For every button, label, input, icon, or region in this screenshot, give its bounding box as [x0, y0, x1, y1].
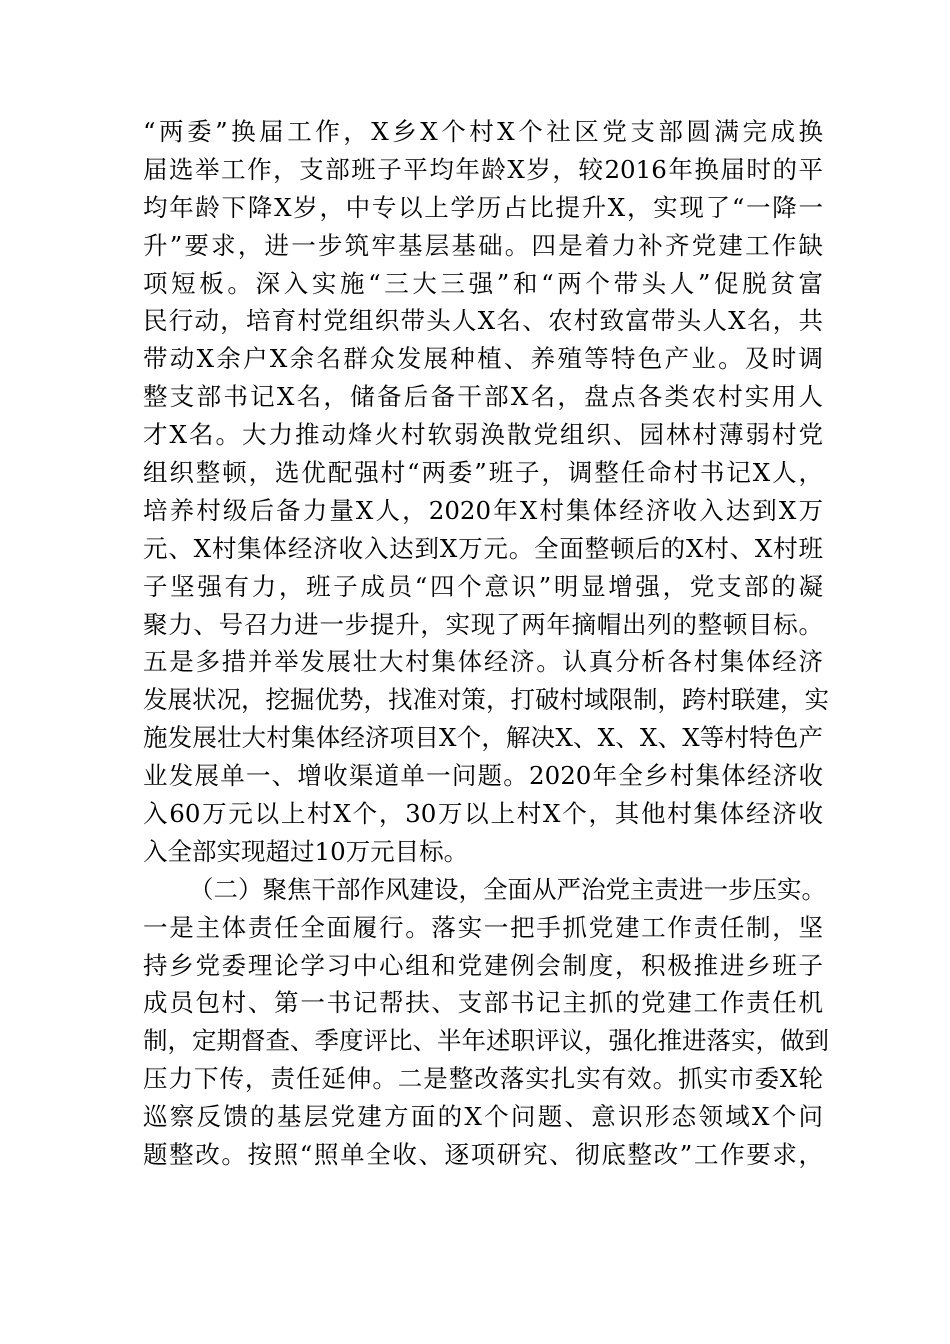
- text-line: 组织整顿，选优配强村“两委”班子，调整任命村书记X人，: [143, 458, 823, 488]
- text-line: 一是主体责任全面履行。落实一把手抓党建工作责任制，坚: [143, 912, 823, 942]
- text-line: 培养村级后备力量X人，2020年X村集体经济收入达到X万: [143, 495, 823, 525]
- section-heading-line: （二）聚焦干部作风建设，全面从严治党主责进一步压实。: [189, 874, 826, 904]
- text-line: 届选举工作，支部班子平均年龄X岁，较2016年换届时的平: [143, 154, 823, 184]
- text-line: 带动X余户X余名群众发展种植、养殖等特色产业。及时调: [143, 344, 823, 374]
- text-line: “两委”换届工作，X乡X个村X个社区党支部圆满完成换: [143, 117, 823, 146]
- text-line: 发展状况，挖掘优势，找准对策，打破村域限制，跨村联建，实: [143, 685, 829, 715]
- text-line: 均年龄下降X岁，中专以上学历占比提升X，实现了“一降一: [143, 192, 823, 222]
- paragraph-end-line: 入全部实现超过10万元目标。: [143, 836, 469, 866]
- text-line: 升”要求，进一步筑牢基层基础。四是着力补齐党建工作缺: [143, 230, 823, 260]
- text-line: 入60万元以上村X个，30万以上村X个，其他村集体经济收: [143, 799, 823, 829]
- text-line: 才X名。大力推动烽火村软弱涣散党组织、园林村薄弱村党: [143, 420, 823, 450]
- body-text: [143, 113, 829, 1174]
- text-line: 子坚强有力，班子成员“四个意识”明显增强，党支部的凝: [143, 571, 823, 601]
- text-line: 施发展壮大村集体经济项目X个，解决X、X、X、X等村特色产: [143, 723, 823, 753]
- text-line: 持乡党委理论学习中心组和党建例会制度，积极推进乡班子: [143, 950, 823, 980]
- text-line: 五是多措并举发展壮大村集体经济。认真分析各村集体经济: [143, 647, 823, 677]
- text-line: 项短板。深入实施“三大三强”和“两个带头人”促脱贫富: [143, 268, 823, 298]
- text-line: 巡察反馈的基层党建方面的X个问题、意识形态领域X个问: [143, 1102, 823, 1132]
- text-line: 制，定期督查、季度评比、半年述职评议，强化推进落实，做到: [143, 1026, 829, 1056]
- text-line: 压力下传，责任延伸。二是整改落实扎实有效。抓实市委X轮: [143, 1064, 823, 1094]
- text-line: 整支部书记X名，储备后备干部X名，盘点各类农村实用人: [143, 382, 823, 412]
- text-line: 元、X村集体经济收入达到X万元。全面整顿后的X村、X村班: [143, 533, 823, 563]
- text-line: 业发展单一、增收渠道单一问题。2020年全乡村集体经济收: [143, 761, 823, 791]
- text-line: 聚力、号召力进一步提升，实现了两年摘帽出列的整顿目标。: [143, 609, 823, 639]
- text-line: 民行动，培育村党组织带头人X名、农村致富带头人X名，共: [143, 306, 823, 336]
- text-line: 成员包村、第一书记帮扶、支部书记主抓的党建工作责任机: [143, 988, 823, 1018]
- text-line: 题整改。按照“照单全收、逐项研究、彻底整改”工作要求，: [143, 1140, 823, 1170]
